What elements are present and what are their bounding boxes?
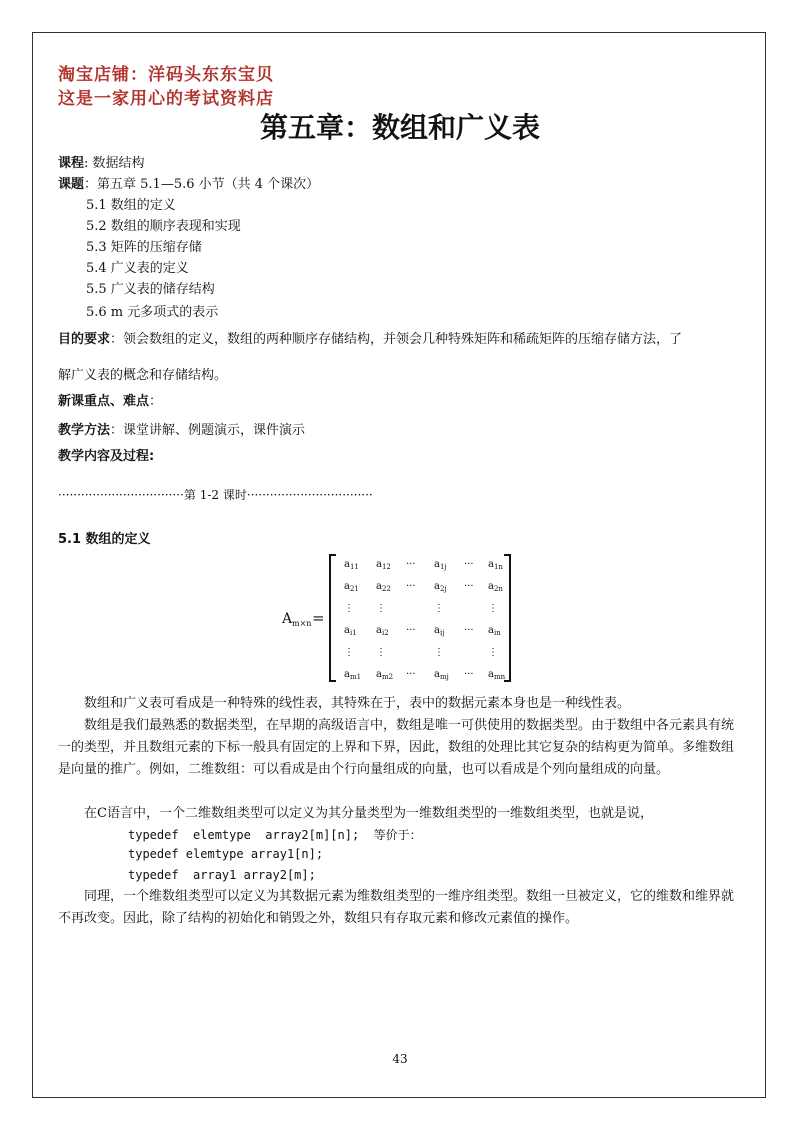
matrix-cell: ··· <box>406 625 416 636</box>
paragraph-2: 数组是我们最熟悉的数据类型，在早期的高级语言中，数组是唯一可供使用的数据类型。由于数组中各元素具有统一的类型，并且数组元素的下标一般具有固定的上界和下界，因此，数组的处理比其它复杂的结构更为简单。多维数组是向量的推广。例如，二维数组：可以看成是由个行向量组成的向量，也可以看成是个列向量组成的向量。 <box>58 718 735 777</box>
paragraph-4: 同理，一个维数组类型可以定义为其数据元素为维数组类型的一维序组类型。数组一旦被定义，它的维数和维界就不再改变。因此，除了结构的初始化和销毁之外，数组只有存取元素和修改元素值的操作。 <box>58 889 735 926</box>
topic-line <box>58 173 319 192</box>
course-label: 课程 <box>58 156 85 171</box>
paragraph-3: 在C语言中，一个二维数组类型可以定义为其分量类型为一维数组类型的一维数组类型，也就是说， <box>84 806 653 821</box>
code-line-3: typedef array1 array2[m]; <box>128 868 316 882</box>
page-number: 43 <box>392 1052 408 1066</box>
matrix-cell: ··· <box>464 669 474 680</box>
body-paragraph-4 <box>58 886 738 930</box>
matrix-cell: ⋮ <box>344 603 354 614</box>
matrix-cell: ⋮ <box>488 647 498 658</box>
matrix-cell: $a_{ij}$ <box>434 625 445 637</box>
matrix-cell: $a_{i2}$ <box>376 625 389 637</box>
matrix-cell: ··· <box>406 559 416 570</box>
body-paragraph-1 <box>58 693 738 715</box>
matrix-cell: ⋮ <box>376 647 386 658</box>
content-colon: : <box>149 449 155 464</box>
section-heading: 5.1 数组的定义 <box>58 532 151 547</box>
matrix-figure <box>282 553 522 685</box>
section-item: 5.6 m 元多项式的表示 <box>86 305 219 320</box>
goal-label: 目的要求 <box>58 332 111 347</box>
chapter-title: 第五章：数组和广义表 <box>259 111 540 144</box>
matrix-cell: ··· <box>406 581 416 592</box>
shop-ad-line-1: 淘宝店铺：洋码头东东宝贝 <box>58 65 274 85</box>
matrix-cell: $a_{1j}$ <box>434 559 447 571</box>
matrix-cell: $a_{22}$ <box>376 581 391 593</box>
goal-text-2: 解广义表的概念和存储结构。 <box>58 368 228 383</box>
matrix-cell: $a_{in}$ <box>488 625 501 637</box>
goal-text-1: ：领会数组的定义，数组的两种顺序存储结构，并领会几种特殊矩阵和稀疏矩阵的压缩存储方法，了 <box>110 332 683 347</box>
matrix-cell: $a_{2n}$ <box>488 581 503 593</box>
matrix-lhs-sub: m×n <box>292 619 312 628</box>
matrix-cell: ⋮ <box>434 647 444 658</box>
matrix-cell: ··· <box>464 625 474 636</box>
key-points-colon: ： <box>149 394 163 409</box>
matrix-cell: $a_{mn}$ <box>488 669 506 681</box>
matrix-cell: $a_{11}$ <box>344 559 359 571</box>
matrix-cell: ⋮ <box>376 603 386 614</box>
matrix-equals: = <box>312 609 325 627</box>
section-item: 5.5 广义表的储存结构 <box>86 282 215 297</box>
content-line <box>58 445 154 464</box>
matrix-cell: ⋮ <box>488 603 498 614</box>
matrix-cell: $a_{1n}$ <box>488 559 503 571</box>
course-line <box>58 152 145 171</box>
code-line-1: typedef elemtype array2[m][n]; 等价于： <box>128 828 422 842</box>
matrix-cell: ··· <box>464 581 474 592</box>
matrix-cell: ··· <box>464 559 474 570</box>
method-line <box>58 419 305 438</box>
goal-paragraph <box>58 322 738 394</box>
method-value: ：课堂讲解、例题演示，课件演示 <box>110 423 306 438</box>
matrix-cell: $a_{m1}$ <box>344 669 362 681</box>
key-points-label: 新课重点、难点 <box>58 394 150 409</box>
paragraph-1: 数组和广义表可看成是一种特殊的线性表，其特殊在于，表中的数据元素本身也是一种线性表。 <box>84 696 631 711</box>
matrix-cell: $a_{2j}$ <box>434 581 447 593</box>
matrix-cell: $a_{m2}$ <box>376 669 394 681</box>
content-label: 教学内容及过程 <box>58 449 150 464</box>
section-item: 5.1 数组的定义 <box>86 198 176 213</box>
matrix-cell: $a_{21}$ <box>344 581 359 593</box>
session-divider: ·································第 1-2 课时································· <box>58 488 373 502</box>
matrix-right-bracket <box>504 555 510 681</box>
method-label: 教学方法 <box>58 423 111 438</box>
matrix-cell: $a_{12}$ <box>376 559 391 571</box>
section-item: 5.4 广义表的定义 <box>86 261 189 276</box>
course-value: : 数据结构 <box>84 156 145 171</box>
matrix-left-bracket <box>330 555 336 681</box>
matrix-cells <box>344 559 506 681</box>
topic-value: ：第五章 5.1—5.6 小节（共 4 个课次） <box>84 177 320 192</box>
body-paragraph-3 <box>58 803 738 825</box>
matrix-lhs: A <box>282 611 293 627</box>
key-points-line <box>58 390 162 409</box>
matrix-cell: $a_{i1}$ <box>344 625 357 637</box>
matrix-cell: ⋮ <box>434 603 444 614</box>
code-line-2: typedef elemtype array1[n]; <box>128 847 324 861</box>
section-item: 5.3 矩阵的压缩存储 <box>86 240 202 255</box>
section-item: 5.2 数组的顺序表现和实现 <box>86 219 241 234</box>
topic-label: 课题 <box>58 177 85 192</box>
matrix-cell: ⋮ <box>344 647 354 658</box>
body-paragraph-2 <box>58 715 738 781</box>
shop-ad-line-2: 这是一家用心的考试资料店 <box>58 89 274 109</box>
matrix-cell: $a_{mj}$ <box>434 669 449 681</box>
matrix-cell: ··· <box>406 669 416 680</box>
